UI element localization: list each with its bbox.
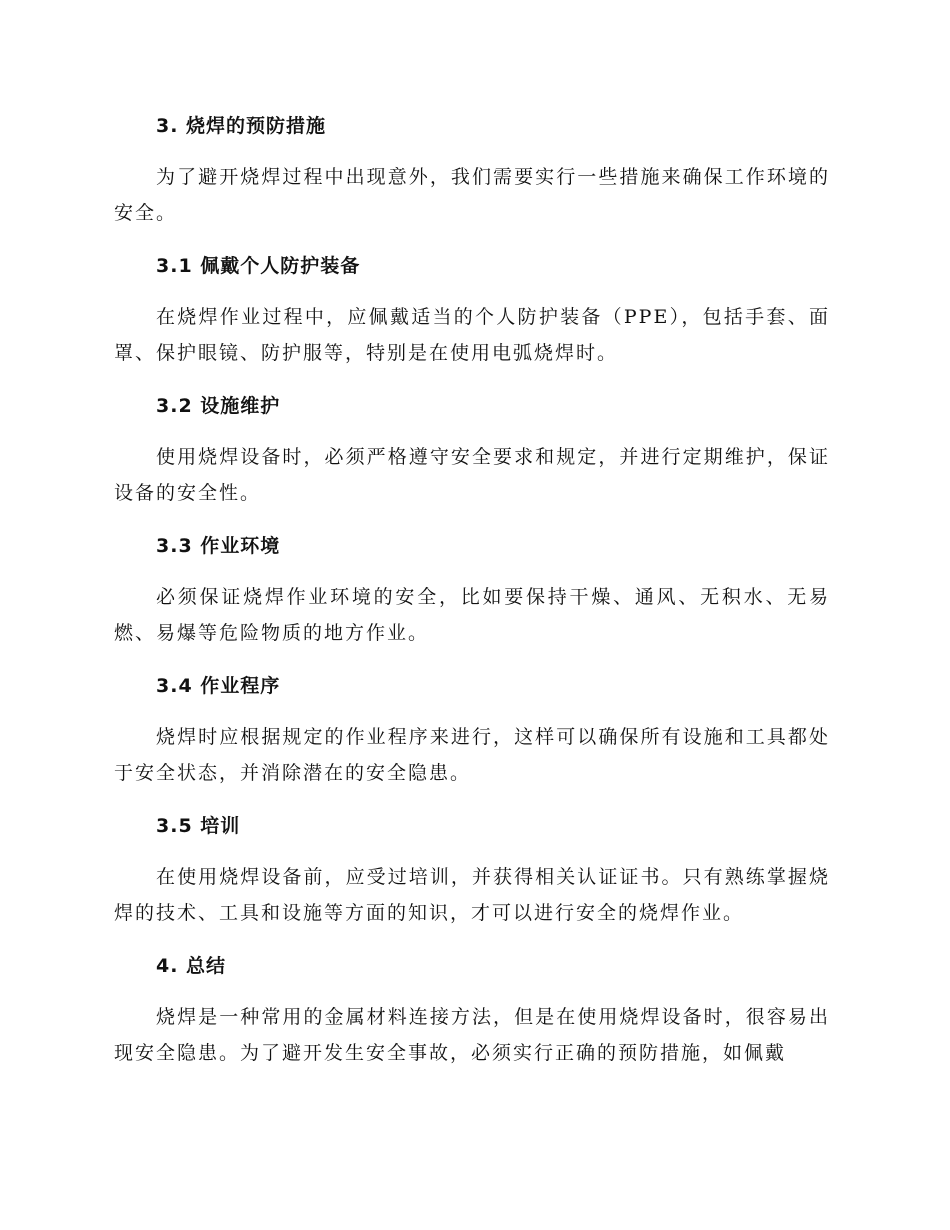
spacer — [114, 931, 830, 947]
section-text-procedure: 烧焊时应根据规定的作业程序来进行，这样可以确保所有设施和工具都处于安全状态，并消除潜在的安全隐患。 — [114, 726, 830, 784]
section-text-prevention: 为了避开烧焊过程中出现意外，我们需要实行一些措施来确保工作环境的安全。 — [114, 166, 830, 224]
spacer — [114, 845, 830, 859]
spacer — [114, 371, 830, 387]
section-heading-summary: 4. 总结 — [156, 955, 227, 977]
section-heading-procedure: 3.4 作业程序 — [156, 675, 281, 697]
spacer — [114, 231, 830, 247]
spacer — [114, 285, 830, 299]
spacer — [114, 425, 830, 439]
spacer — [114, 651, 830, 667]
spacer — [114, 705, 830, 719]
section-text-maintenance: 使用烧焊设备时，必须严格遵守安全要求和规定，并进行定期维护，保证设备的安全性。 — [114, 446, 830, 504]
document-body — [114, 107, 830, 1071]
section-text-training: 在使用烧焊设备前，应受过培训，并获得相关认证证书。只有熟练掌握烧焊的技术、工具和设施等方面的知识，才可以进行安全的烧焊作业。 — [114, 866, 830, 924]
spacer — [114, 511, 830, 527]
spacer — [114, 145, 830, 159]
section-heading-ppe: 3.1 佩戴个人防护装备 — [156, 255, 361, 277]
section-text-environment: 必须保证烧焊作业环境的安全，比如要保持干燥、通风、无积水、无易燃、易爆等危险物质的地方作业。 — [114, 586, 830, 644]
spacer — [114, 791, 830, 807]
section-heading-maintenance: 3.2 设施维护 — [156, 395, 281, 417]
section-text-ppe: 在烧焊作业过程中，应佩戴适当的个人防护装备（PPE），包括手套、面罩、保护眼镜、防护服等，特别是在使用电弧烧焊时。 — [114, 306, 830, 364]
spacer — [114, 985, 830, 999]
section-heading-environment: 3.3 作业环境 — [156, 535, 281, 557]
spacer — [114, 565, 830, 579]
section-text-summary: 烧焊是一种常用的金属材料连接方法，但是在使用烧焊设备时，很容易出现安全隐患。为了避开发生安全事故，必须实行正确的预防措施，如佩戴 — [114, 1006, 830, 1064]
section-heading-prevention: 3. 烧焊的预防措施 — [156, 115, 327, 137]
section-heading-training: 3.5 培训 — [156, 815, 241, 837]
